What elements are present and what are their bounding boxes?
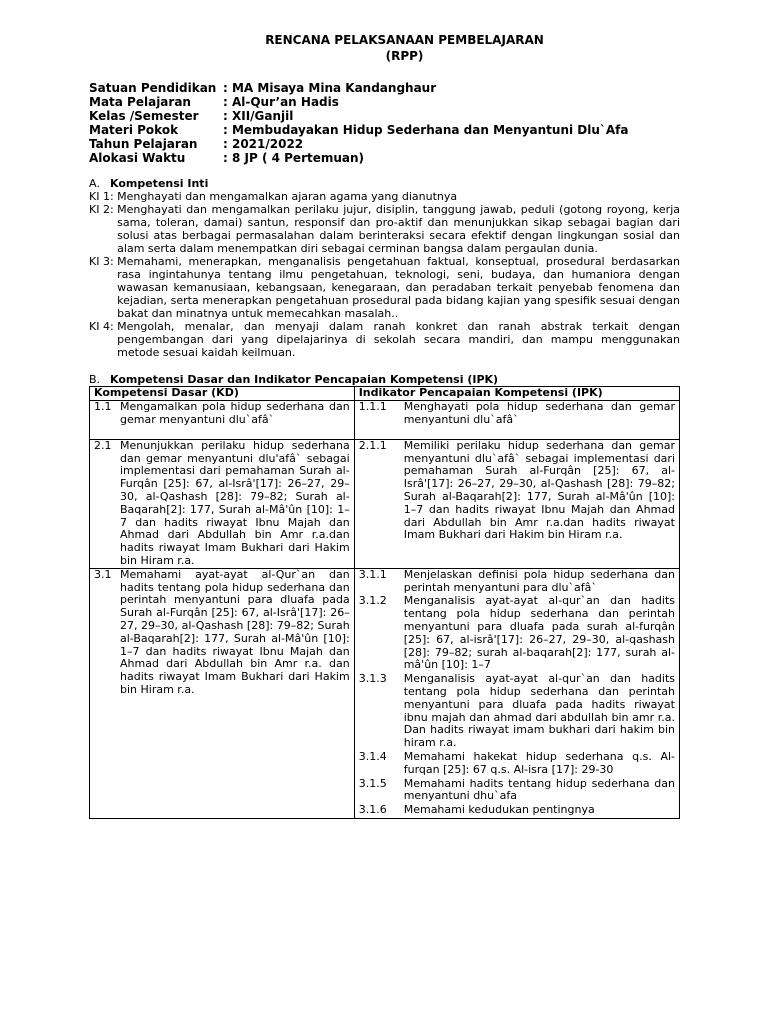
ipk-number: 3.1.1 — [358, 567, 387, 581]
ipk-item — [359, 440, 675, 542]
ki-text: Menghayati dan mengamalkan ajaran agama yang dianutnya — [117, 190, 458, 203]
kd-text: Memahami ayat-ayat al-Qur`an dan hadits tentang pola hidup sederhana dan perintah menyantuni para dluafa pada Surah al-Furqân [25]: 67, al-Isrâ'[17]: 26–27, 29–30, al-Qashash [28]: 79–82; Surah al-Baqarah[2]: 177, Surah al-Mâ'ûn [10]: 1–7 dan hadits riwayat Ibnu Majah dan Ahmad dari Abdullah bin Amr r.a. dan hadits riwayat Imam Bukhari dari Hakim bin Hiram r.a. — [120, 567, 350, 696]
ki-label: KI 4: — [89, 320, 118, 333]
section-heading — [89, 373, 680, 386]
kd-item — [94, 569, 350, 697]
identity-row — [89, 137, 680, 151]
identity-label: Alokasi Waktu — [89, 151, 186, 165]
ipk-number: 3.1.5 — [358, 776, 387, 790]
kd-number: 1.1 — [94, 399, 112, 413]
section-heading — [89, 177, 680, 190]
kd-number: 3.1 — [94, 567, 112, 581]
table-row — [90, 439, 680, 568]
ki-item — [89, 203, 680, 255]
kd-cell — [90, 400, 355, 439]
section-title: Kompetensi Dasar dan Indikator Pencapaian Kompetensi (IPK) — [110, 373, 499, 386]
identity-row — [89, 95, 680, 109]
kd-item — [94, 440, 350, 568]
identity-value: : 8 JP ( 4 Pertemuan) — [223, 151, 365, 165]
section-kompetensi-inti — [89, 177, 680, 359]
ipk-text: Menghayati pola hidup sederhana dan gemar menyantuni dlu`afâ` — [403, 399, 675, 426]
ipk-item — [359, 778, 675, 804]
ipk-text: Menganalisis ayat-ayat al-qur`an dan hadits tentang pola hidup sederhana dan perintah menyantuni para dluafa pada surah al-furqân [25]: 67, al-isrâ'[17]: 26–27, 29–30, al-qashash [28]: 79–82; surah al-baqarah[2]: 177, surah al-mâ'ûn [10]: 1–7 — [403, 594, 675, 672]
ipk-text: Memahami kedudukan pentingnya — [403, 803, 595, 817]
document-title — [129, 32, 680, 64]
ki-text: Menghayati dan mengamalkan perilaku jujur, disiplin, tanggung jawab, peduli (gotong royong, kerja sama, toleran, damai) santun, responsif dan pro-aktif dan menunjukkan sikap sebagai bagian dari solusi atas berbagai permasalahan dalam berinteraksi secara efektif dengan lingkungan sosial dan alam serta dalam menempatkan diri sebagai cerminan bangsa dalam pergaulan dunia. — [117, 203, 680, 255]
ipk-text: Menjelaskan definisi pola hidup sederhana dan perintah menyantuni para dlu`afâ` — [403, 567, 675, 594]
ki-item — [89, 190, 680, 203]
table-row — [90, 400, 680, 439]
table-row — [90, 568, 680, 818]
identity-value: : XII/Ganjil — [223, 109, 294, 123]
kd-text: Mengamalkan pola hidup sederhana dan gemar menyantuni dlu`afâ` — [120, 399, 350, 426]
ipk-cell — [354, 568, 679, 818]
section-letter: B. — [89, 373, 101, 386]
identity-label: Tahun Pelajaran — [89, 137, 198, 151]
identity-value: : 2021/2022 — [223, 137, 304, 151]
identity-label: Mata Pelajaran — [89, 95, 191, 109]
ki-item — [89, 255, 680, 320]
column-header-ipk: Indikator Pencapaian Kompetensi (IPK) — [354, 387, 679, 401]
section-letter: A. — [89, 177, 100, 190]
ipk-item — [359, 569, 675, 595]
identity-value: : Membudayakan Hidup Sederhana dan Menyantuni Dlu`Afa — [223, 123, 629, 137]
identity-value: : Al-Qur’an Hadis — [223, 95, 339, 109]
ipk-cell — [354, 400, 679, 439]
ipk-item — [359, 751, 675, 777]
ipk-number: 3.1.6 — [358, 803, 387, 817]
ipk-item — [359, 401, 675, 427]
kd-cell — [90, 568, 355, 818]
ki-text: Mengolah, menalar, dan menyaji dalam ranah konkret dan ranah abstrak terkait dengan pengembangan dari yang dipelajarinya di sekolah secara mandiri, dan mampu menggunakan metode sesuai kaidah keilmuan. — [117, 320, 680, 359]
ki-item — [89, 320, 680, 359]
identity-row — [89, 123, 680, 137]
kd-cell — [90, 439, 355, 568]
ipk-number: 3.1.3 — [358, 672, 387, 686]
ipk-item — [359, 804, 675, 817]
ipk-text: Menganalisis ayat-ayat al-qur`an dan hadits tentang pola hidup sederhana dan perintah menyantuni para dluafa pada hadits riwayat ibnu majah dan ahmad dari abdullah bin amr r.a. Dan hadits riwayat imam bukhari dari hakim bin hiram r.a. — [403, 672, 675, 750]
ki-text: Memahami, menerapkan, menganalisis pengetahuan faktual, konseptual, prosedural berdasarkan rasa ingintahunya tentang ilmu pengetahuan, teknologi, seni, budaya, dan humaniora dengan wawasan kemanusiaan, kebangsaan, kenegaraan, dan peradaban terkait penyebab fenomena dan kejadian, serta menerapkan pengetahuan prosedural pada bidang kajian yang spesifik sesuai dengan bakat dan minatnya untuk memecahkan masalah.. — [117, 255, 680, 320]
identity-row — [89, 109, 680, 123]
identity-label: Satuan Pendidikan — [89, 81, 217, 95]
section-title: Kompetensi Inti — [110, 177, 209, 190]
identity-row — [89, 151, 680, 165]
title-line-2: (RPP) — [385, 49, 424, 63]
section-kompetensi-dasar — [89, 373, 680, 819]
title-line-1: RENCANA PELAKSANAAN PEMBELAJARAN — [265, 33, 544, 47]
ipk-text: Memiliki perilaku hidup sederhana dan gemar menyantuni dlu`afâ` sebagai implementasi dari pemahaman Surah al-Furqân [25]: 67, al-Isrâ'[17]: 26–27, 29–30, al-Qashash [28]: 79–82; Surah al-Baqarah[2]: 177, Surah al-Mâ'ûn [10]: 1–7 dan hadits riwayat Ibnu Majah dan Ahmad dari Abdullah bin Amr r.a.dan hadits riwayat Imam Bukhari dari Hakim bin Hiram r.a. — [403, 438, 675, 542]
identity-value: : MA Misaya Mina Kandanghaur — [223, 81, 437, 95]
column-header-kd: Kompetensi Dasar (KD) — [90, 387, 355, 401]
ki-label: KI 2: — [89, 203, 118, 216]
ipk-item — [359, 673, 675, 750]
ki-label: KI 1: — [89, 190, 118, 203]
kd-ipk-table — [89, 386, 680, 819]
ipk-number: 1.1.1 — [358, 399, 387, 413]
ipk-number: 2.1.1 — [358, 438, 387, 452]
ipk-item — [359, 595, 675, 672]
ipk-cell — [354, 439, 679, 568]
identity-label: Materi Pokok — [89, 123, 179, 137]
table-header-row — [90, 387, 680, 401]
kd-item — [94, 401, 350, 427]
ipk-text: Memahami hakekat hidup sederhana q.s. Al-furqan [25]: 67 q.s. Al-isra [17]: 29-30 — [403, 749, 675, 776]
identity-row — [89, 81, 680, 95]
kd-number: 2.1 — [94, 438, 112, 452]
ki-label: KI 3: — [89, 255, 118, 268]
ipk-number: 3.1.4 — [358, 749, 387, 763]
identity-label: Kelas /Semester — [89, 109, 199, 123]
identity-block — [89, 81, 680, 165]
kd-text: Menunjukkan perilaku hidup sederhana dan gemar menyantuni dlu'afâ` sebagai implementasi dari pemahaman Surah al-Furqân [25]: 67, al-Isrâ'[17]: 26–27, 29–30, al-Qashash [28]: 79–82; Surah al-Baqarah[2]: 177, Surah al-Mâ'ûn [10]: 1–7 dan hadits riwayat Ibnu Majah dan Ahmad dari Abdullah bin Amr r.a.dan hadits riwayat Imam Bukhari dari Hakim bin Hiram r.a. — [120, 438, 350, 567]
ipk-number: 3.1.2 — [358, 594, 387, 608]
ipk-text: Memahami hadits tentang hidup sederhana dan menyantuni dhu`afa — [403, 776, 675, 803]
